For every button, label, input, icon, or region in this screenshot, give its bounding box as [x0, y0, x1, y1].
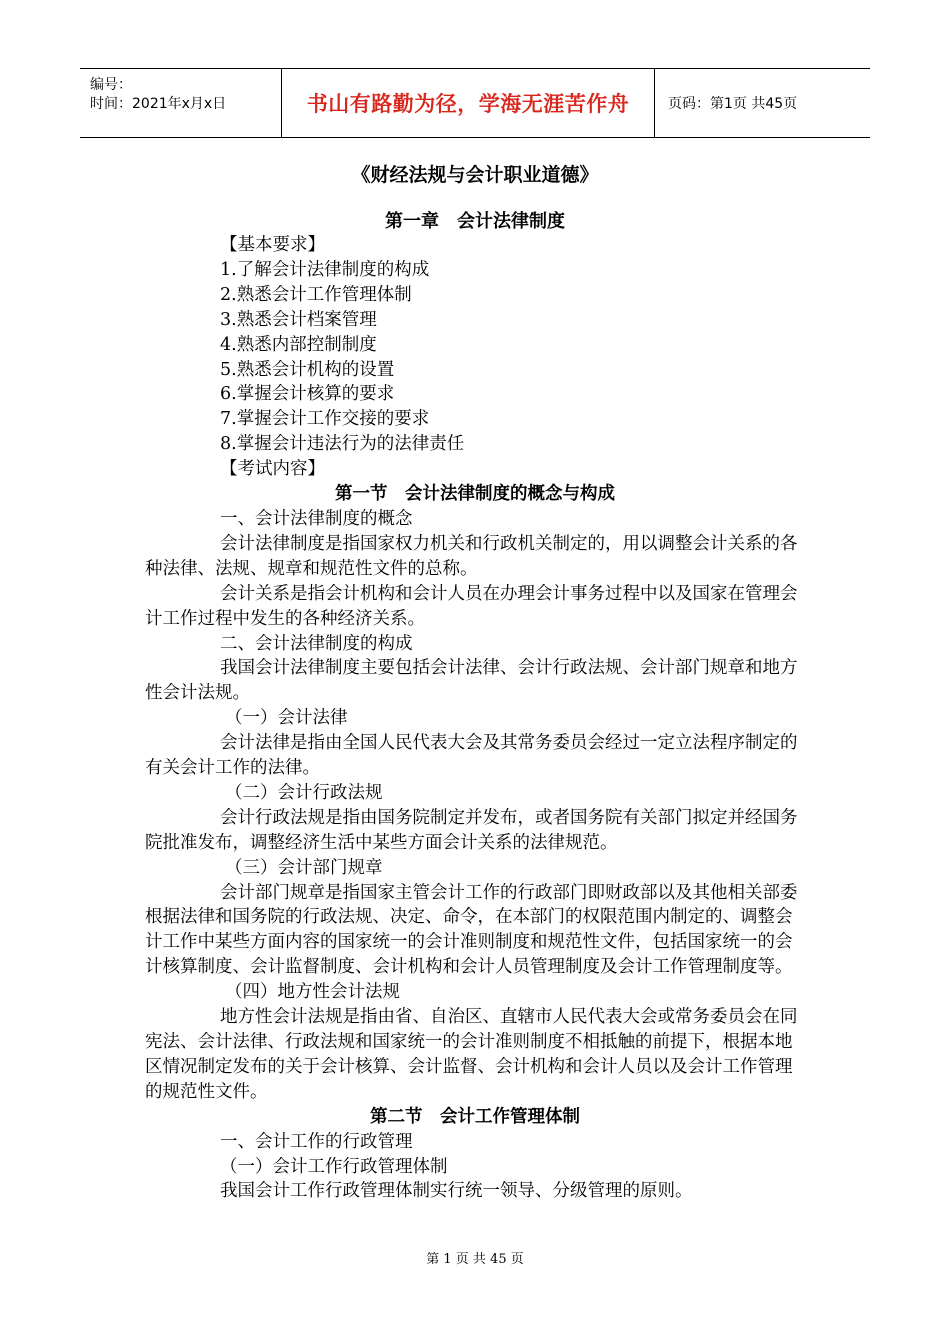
paragraph: 会计法律是指由全国人民代表大会及其常务委员会经过一定立法程序制定的有关会计工作的法律。	[145, 733, 798, 779]
paragraph: 【基本要求】	[220, 235, 325, 255]
document-body	[145, 233, 805, 1204]
paragraph: 一、会计法律制度的概念	[220, 508, 413, 529]
paragraph: （二）会计行政法规	[225, 782, 383, 803]
paragraph: 会计关系是指会计机构和会计人员在办理会计事务过程中以及国家在管理会计工作过程中发生的各种经济关系。	[145, 583, 798, 629]
paragraph: 我国会计法律制度主要包括会计法律、会计行政法规、会计部门规章和地方性会计法规。	[145, 658, 798, 704]
header-motto-cell	[281, 69, 655, 137]
header-meta	[80, 69, 280, 137]
paragraph: 6.掌握会计核算的要求	[220, 384, 395, 405]
paragraph: 一、会计工作的行政管理	[220, 1131, 413, 1152]
paragraph: 8.掌握会计违法行为的法律责任	[220, 434, 465, 455]
chapter-title: 第一章 会计法律制度	[385, 211, 565, 232]
paragraph: （一）会计法律	[225, 708, 348, 729]
paragraph: 3.熟悉会计档案管理	[220, 309, 377, 330]
paragraph: 1.了解会计法律制度的构成	[220, 259, 430, 280]
paragraph: （四）地方性会计法规	[225, 982, 400, 1003]
paragraph: 会计法律制度是指国家权力机关和行政机关制定的，用以调整会计关系的各种法律、法规、规章和规范性文件的总称。	[145, 533, 798, 579]
paragraph: （三）会计部门规章	[225, 857, 383, 878]
header-page-cell	[664, 69, 870, 137]
header-page-info: 页码：第1页 共45页	[668, 96, 798, 112]
document-title: 《财经法规与会计职业道德》	[351, 164, 599, 186]
paragraph: 5.熟悉会计机构的设置	[220, 359, 395, 380]
paragraph: 地方性会计法规是指由省、自治区、直辖市人民代表大会或常务委员会在同宪法、会计法律、行政法规和国家统一的会计准则制度不相抵触的前提下，根据本地区情况制定发布的关于会计核算、会计监督、会计机构和会计人员以及会计工作管理的规范性文件。	[145, 1007, 798, 1102]
section-heading: 第二节 会计工作管理体制	[370, 1106, 580, 1127]
header-number-label: 编号：	[90, 77, 132, 93]
section-heading: 第一节 会计法律制度的概念与构成	[335, 484, 615, 505]
paragraph: 【考试内容】	[220, 459, 325, 480]
paragraph: 会计行政法规是指由国务院制定并发布，或者国务院有关部门拟定并经国务院批准发布，调整经济生活中某些方面会计关系的法律规范。	[145, 807, 798, 853]
paragraph: 2.熟悉会计工作管理体制	[220, 284, 412, 305]
paragraph: 会计部门规章是指国家主管会计工作的行政部门即财政部以及其他相关部委根据法律和国务院的行政法规、决定、命令，在本部门的权限范围内制定的、调整会计工作中某些方面内容的国家统一的会计准则制度和规范性文件，包括国家统一的会计核算制度、会计监督制度、会计机构和会计人员管理制度及会计工作管理制度等。	[145, 882, 798, 978]
page-header	[80, 68, 870, 138]
paragraph: 二、会计法律制度的构成	[220, 633, 413, 654]
paragraph: 我国会计工作行政管理体制实行统一领导、分级管理的原则。	[220, 1181, 693, 1202]
paragraph: （一）会计工作行政管理体制	[220, 1156, 448, 1177]
page-footer: 第 1 页 共 45 页	[426, 1252, 524, 1267]
paragraph: 7.掌握会计工作交接的要求	[220, 409, 430, 430]
paragraph: 4.熟悉内部控制制度	[220, 334, 377, 355]
header-motto: 书山有路勤为径，学海无涯苦作舟	[306, 92, 630, 116]
header-time-label: 时间：2021年x月x日	[90, 96, 227, 112]
